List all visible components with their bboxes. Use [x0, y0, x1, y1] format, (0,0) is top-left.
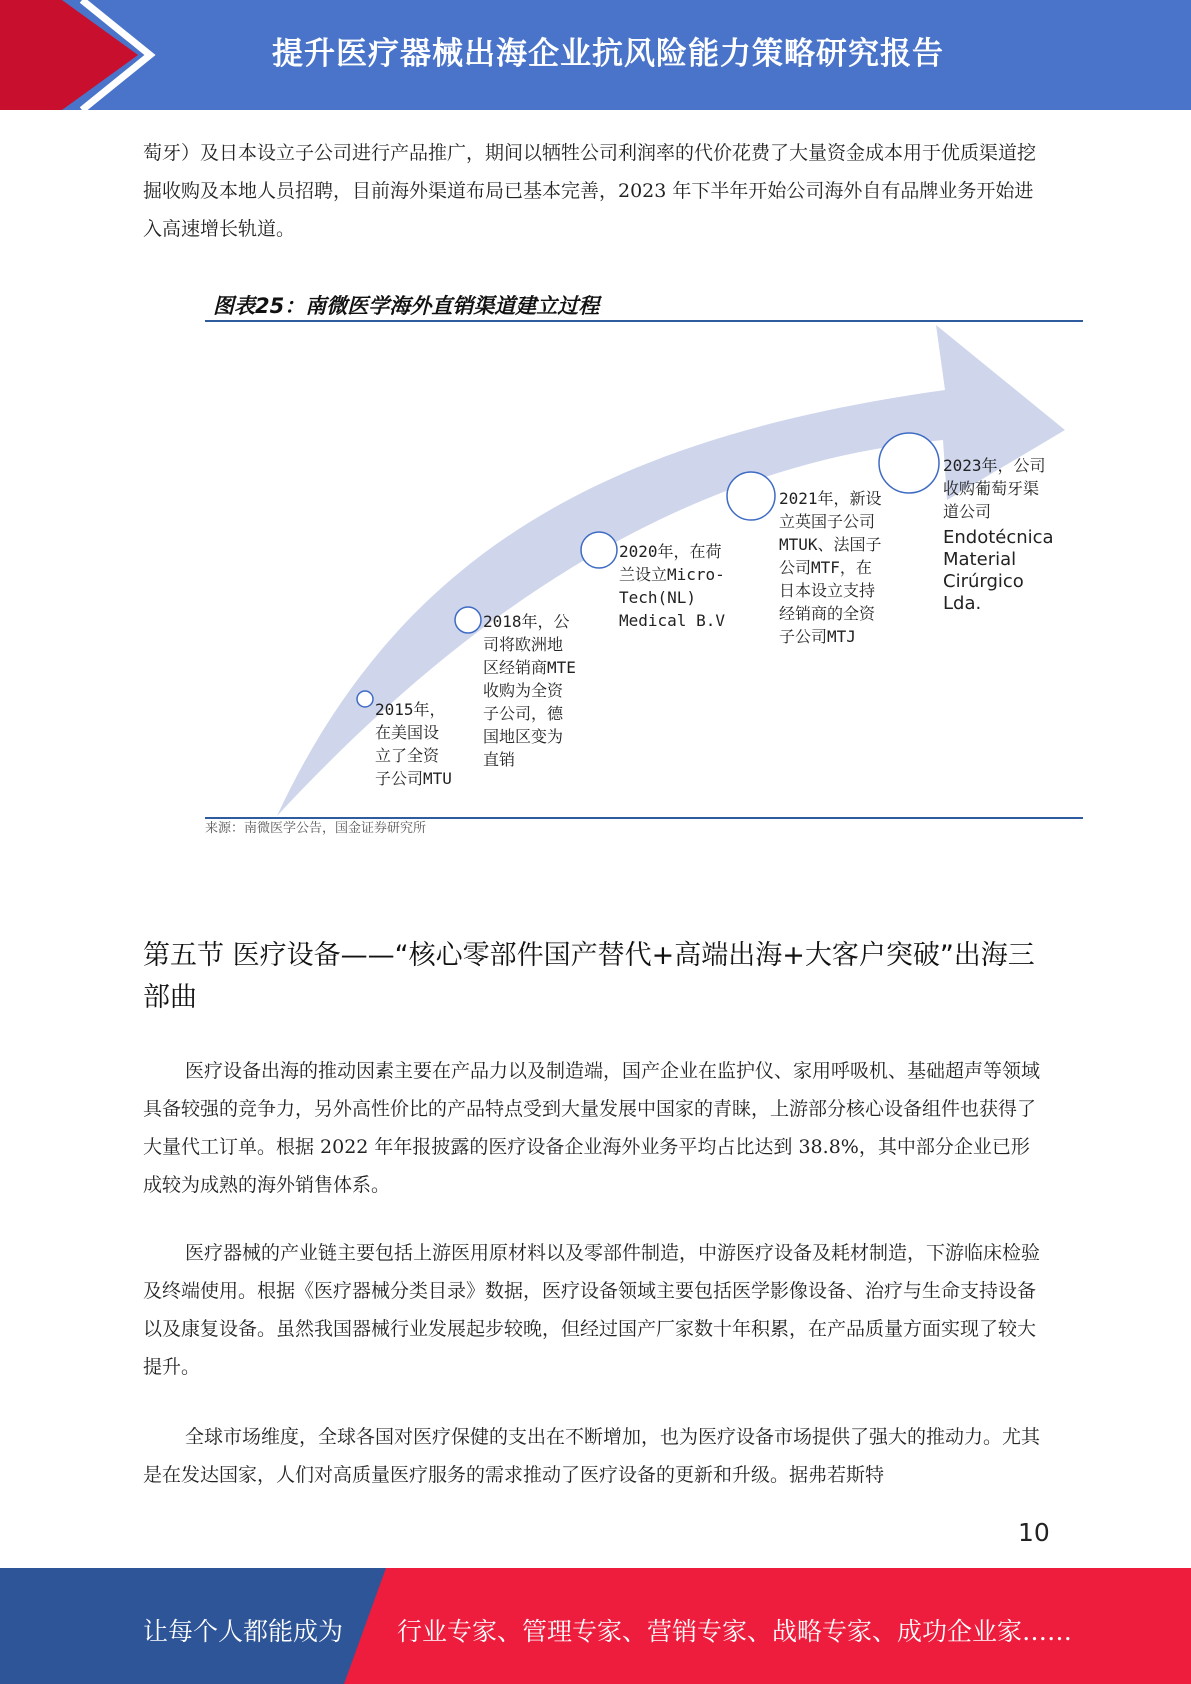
milestone-dot-2015 — [357, 691, 373, 707]
milestone-dot-2020 — [581, 532, 617, 568]
footer-slogan-right: 行业专家、管理专家、营销专家、战略专家、成功企业家…… — [397, 1617, 1073, 1646]
page-header — [0, 0, 1191, 110]
page-number: 10 — [1018, 1518, 1050, 1547]
milestone-2020: 2020年，在荷 兰设立Micro- Tech(NL) Medical B.V — [619, 542, 725, 630]
milestone-2023-en: Endotécnica Material Cirúrgico Lda. — [943, 527, 1054, 614]
page-footer — [0, 1568, 1191, 1684]
milestone-2018: 2018年，公 司将欧洲地 区经销商MTE 收购为全资 子公司，德 国地区变为 直销 — [483, 612, 576, 769]
milestone-2023-cn: 2023年，公司 收购葡萄牙渠 道公司 — [943, 456, 1046, 521]
section-title: 第五节 医疗设备——“核心零部件国产替代+高端出海+大客户突破”出海三部曲 — [143, 940, 1035, 1013]
milestone-2021: 2021年，新设 立英国子公司 MTUK、法国子 公司MTF，在 日本设立支持 经销商的全资 子公司MTJ — [779, 489, 882, 646]
figure-bottom-rule — [205, 817, 1083, 819]
figure-25 — [205, 290, 1085, 836]
footer-slogan-left: 让每个人都能成为 — [143, 1617, 344, 1646]
milestone-2015: 2015年， 在美国设 立了全资 子公司MTU — [375, 700, 452, 788]
milestone-dot-2018 — [455, 607, 481, 633]
body-paragraph-1: 医疗设备出海的推动因素主要在产品力以及制造端，国产企业在监护仪、家用呼吸机、基础超声等领域具备较强的竞争力，另外高性价比的产品特点受到大量发展中国家的青睐，上游部分核心设备组件也获得了大量代工订单。根据 2022 年年报披露的医疗设备企业海外业务平均占比达到 38.8%，其中部分企业已形成较为成熟的海外销售体系。 — [143, 1060, 1041, 1196]
body-paragraph-2: 医疗器械的产业链主要包括上游医用原材料以及零部件制造，中游医疗设备及耗材制造，下游临床检验及终端使用。根据《医疗器械分类目录》数据，医疗设备领域主要包括医学影像设备、治疗与生命支持设备以及康复设备。虽然我国器械行业发展起步较晚，但经过国产厂家数十年积累，在产品质量方面实现了较大提升。 — [143, 1242, 1041, 1378]
intro-paragraph: 萄牙）及日本设立子公司进行产品推广，期间以牺牲公司利润率的代价花费了大量资金成本用于优质渠道挖掘收购及本地人员招聘，目前海外渠道布局已基本完善，2023 年下半年开始公司海外自有品牌业务开始进入高速增长轨道。 — [143, 142, 1037, 240]
report-title: 提升医疗器械出海企业抗风险能力策略研究报告 — [272, 36, 944, 72]
body-paragraph-3: 全球市场维度，全球各国对医疗保健的支出在不断增加，也为医疗设备市场提供了强大的推动力。尤其是在发达国家，人们对高质量医疗服务的需求推动了医疗设备的更新和升级。据弗若斯特 — [143, 1426, 1041, 1486]
figure-source: 来源：南微医学公告，国金证券研究所 — [205, 821, 427, 836]
milestone-dot-2023 — [879, 433, 939, 493]
milestone-dot-2021 — [727, 472, 775, 520]
figure-title: 图表25：南微医学海外直销渠道建立过程 — [213, 294, 600, 318]
